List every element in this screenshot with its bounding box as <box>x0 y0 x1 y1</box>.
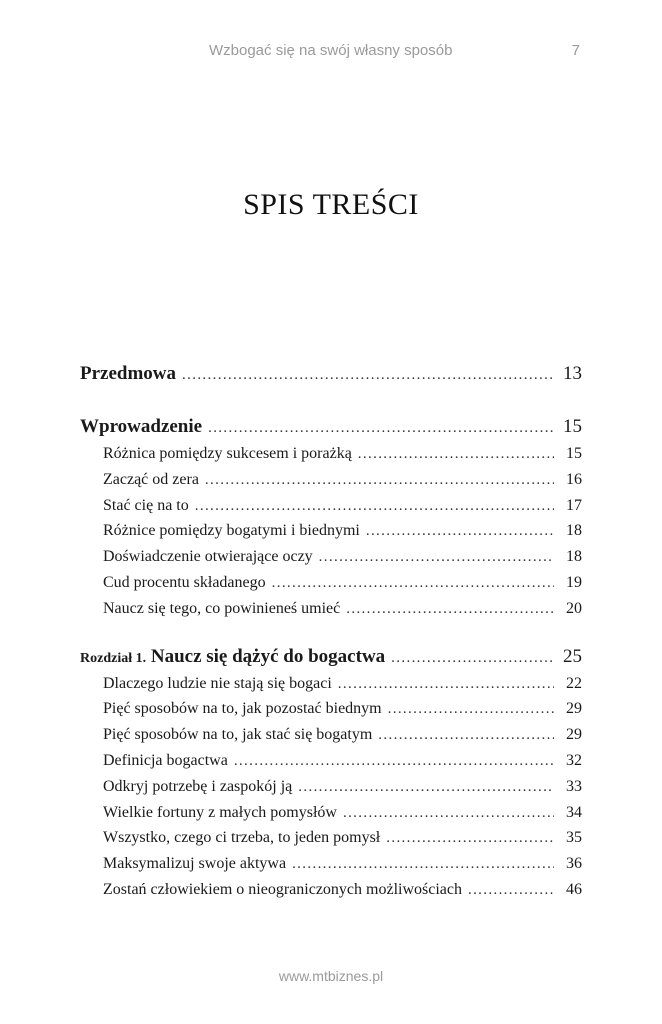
footer-url: www.mtbiznes.pl <box>278 968 384 984</box>
toc-subentry-page: 29 <box>566 726 582 744</box>
toc-subentry-label: Wszystko, czego ci trzeba, to jeden pomysł <box>103 829 381 847</box>
dot-leader <box>195 494 554 519</box>
toc-subentry-label: Maksymalizuj swoje aktywa <box>103 855 287 873</box>
toc-entry-chapter-1[interactable] <box>80 643 582 671</box>
toc-subentry-page: 18 <box>566 548 582 566</box>
toc-subentry-label: Stać cię na to <box>103 496 189 514</box>
toc-subentry[interactable] <box>80 877 582 903</box>
toc-subentry[interactable] <box>80 493 582 519</box>
dot-leader <box>391 644 554 671</box>
toc-subentry-page: 17 <box>566 496 582 514</box>
running-head <box>0 42 662 62</box>
toc-subentry-label: Zacząć od zera <box>103 470 199 488</box>
dot-leader <box>292 852 554 877</box>
toc-subentry-label: Różnice pomiędzy bogatymi i biednymi <box>103 522 360 540</box>
dot-leader <box>366 519 554 544</box>
toc-subentry-label: Naucz się tego, co powinieneś umieć <box>103 599 341 617</box>
toc-entry-label: Wprowadzenie <box>80 416 203 437</box>
toc-subentry[interactable] <box>80 570 582 596</box>
toc-subentry-label: Odkryj potrzebę i zaspokój ją <box>103 777 293 795</box>
toc-entry-label: Przedmowa <box>80 363 177 384</box>
dot-leader <box>208 414 554 441</box>
dot-leader <box>386 826 554 851</box>
toc-subentry-page: 15 <box>566 445 582 462</box>
running-head-title: Wzbogać się na swój własny sposób <box>209 42 453 59</box>
toc-subentry[interactable] <box>80 696 582 722</box>
toc-subentry[interactable] <box>80 544 582 570</box>
dot-leader <box>205 468 554 493</box>
dot-leader <box>378 723 554 748</box>
toc-subentry-label: Wielkie fortuny z małych pomysłów <box>103 803 337 821</box>
dot-leader <box>468 878 554 903</box>
dot-leader <box>234 749 554 774</box>
toc-subentry-page: 19 <box>566 573 582 591</box>
dot-leader <box>182 361 554 388</box>
toc-entry-page: 15 <box>563 416 582 437</box>
toc-subentry-page: 20 <box>566 599 582 617</box>
toc-subentry[interactable] <box>80 851 582 877</box>
toc-subentry[interactable] <box>80 518 582 544</box>
toc-subentry[interactable] <box>80 774 582 800</box>
toc-subentry-page: 34 <box>566 803 582 821</box>
dot-leader <box>343 801 554 826</box>
toc-entry-page: 13 <box>563 363 582 384</box>
toc-subentry-page: 33 <box>566 777 582 795</box>
toc-subentry[interactable] <box>80 800 582 826</box>
toc-subentry[interactable] <box>80 441 582 467</box>
toc-subentry[interactable] <box>80 467 582 493</box>
toc-subentry-page: 35 <box>566 829 582 847</box>
toc-entry-label <box>80 643 385 671</box>
toc-subentry-page: 29 <box>566 700 582 718</box>
toc-subentry[interactable] <box>80 671 582 697</box>
chapter-prefix: Rozdział 1. <box>80 650 147 666</box>
dot-leader <box>272 571 554 596</box>
toc-subentry-page: 32 <box>566 751 582 769</box>
page-title: SPIS TREŚCI <box>243 188 419 221</box>
dot-leader <box>338 672 554 697</box>
toc-subentry-label: Dlaczego ludzie nie stają się bogaci <box>103 674 332 692</box>
toc-subentry-label: Pięć sposobów na to, jak pozostać biednym <box>103 700 382 718</box>
toc-subentry-label: Cud procentu składanego <box>103 573 266 591</box>
toc-subentry[interactable] <box>80 722 582 748</box>
chapter-title: Naucz się dążyć do bogactwa <box>150 645 386 667</box>
toc-subentry-label: Definicja bogactwa <box>103 751 228 769</box>
dot-leader <box>319 545 554 570</box>
running-head-page-number: 7 <box>571 42 580 59</box>
toc-subentry-label: Pięć sposobów na to, jak stać się bogatym <box>103 726 373 744</box>
dot-leader <box>298 775 554 800</box>
toc-entry-intro[interactable] <box>80 413 582 441</box>
dot-leader <box>358 442 554 467</box>
toc-subentry-page: 36 <box>566 855 582 873</box>
dot-leader <box>388 697 554 722</box>
dot-leader <box>346 597 554 622</box>
toc-subentry[interactable] <box>80 825 582 851</box>
table-of-contents <box>80 360 582 903</box>
toc-subentry[interactable] <box>80 596 582 622</box>
toc-subentry-page: 46 <box>566 880 582 898</box>
toc-subentry-label: Zostań człowiekiem o nieograniczonych możliwościach <box>103 880 462 898</box>
toc-subentry-label: Doświadczenie otwierające oczy <box>103 548 313 566</box>
toc-subentry-page: 16 <box>566 470 582 488</box>
toc-subentry-page: 18 <box>566 522 582 540</box>
toc-subentry-label: Różnica pomiędzy sukcesem i porażką <box>103 445 352 462</box>
toc-entry-page: 25 <box>563 645 582 667</box>
toc-subentry[interactable] <box>80 748 582 774</box>
toc-subentry-page: 22 <box>566 674 582 692</box>
toc-entry-preface[interactable] <box>80 360 582 388</box>
